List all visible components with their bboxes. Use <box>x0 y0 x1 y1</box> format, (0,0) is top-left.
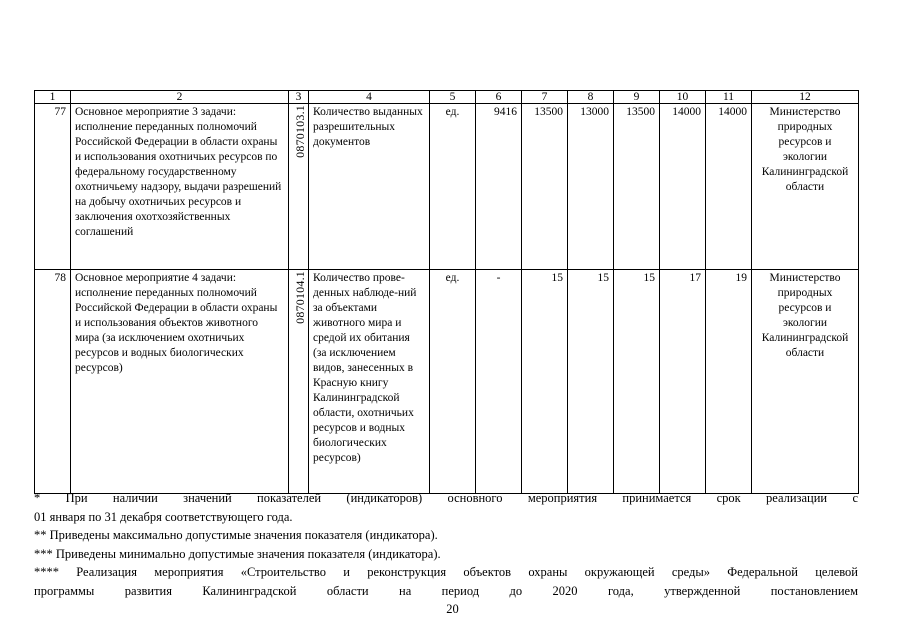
header-row <box>35 91 859 104</box>
table-row <box>35 104 859 270</box>
value-cell: 15 <box>614 270 660 494</box>
value-cell: 14000 <box>706 104 752 270</box>
header-cell: 4 <box>309 91 430 104</box>
footnotes <box>34 489 858 600</box>
code-cell <box>289 104 309 270</box>
header-cell: 10 <box>660 91 706 104</box>
header-cell: 1 <box>35 91 71 104</box>
footnote-4-cont: программы развития Калининградской области на период до 2020 года, утвержденной постановлением <box>34 583 858 598</box>
indicator-name: Количество выданных разрешительных документов <box>309 104 430 270</box>
row-number: 77 <box>35 104 71 270</box>
footnote-1: * При наличии значений показателей (индикаторов) основного мероприятия принимается срок реализации с <box>34 491 858 505</box>
value-cell: 13000 <box>568 104 614 270</box>
responsible-cell: Министерство природных ресурсов и экологии Калининградской области <box>752 104 859 270</box>
value-cell: 19 <box>706 270 752 494</box>
header-cell: 5 <box>430 91 476 104</box>
footnote-3: *** Приведены минимально допустимые значения показателя (индикатора). <box>34 546 441 561</box>
event-code: 0870104.1 <box>293 271 307 324</box>
event-code: 0870103.1 <box>293 105 307 158</box>
header-cell: 12 <box>752 91 859 104</box>
header-cell: 11 <box>706 91 752 104</box>
row-number: 78 <box>35 270 71 494</box>
header-cell: 7 <box>522 91 568 104</box>
value-cell: 17 <box>660 270 706 494</box>
value-cell: 14000 <box>660 104 706 270</box>
indicator-name: Количество прове-денных наблюде-ний за объектами животного мира и средой их обитания (за исключением видов, занесенных в Красную книгу Калининградской области, охотничьих ресурсов и водных биологических ресурсов) <box>309 270 430 494</box>
footnote-4: **** Реализация мероприятия «Строительство и реконструкция объектов охраны окружающей среды» Федеральной целевой <box>34 565 858 579</box>
value-cell: 13500 <box>522 104 568 270</box>
event-name: Основное мероприятие 3 задачи: исполнение переданных полномочий Российской Федерации в области охраны и использования охотничьих ресурсов по федеральному государственному охотничьему надзору, выдачи разрешений на добычу охотничьих ресурсов и заключения охотхозяйственных соглашений <box>71 104 289 270</box>
responsible-cell: Министерство природных ресурсов и экологии Калининградской области <box>752 270 859 494</box>
header-cell: 3 <box>289 91 309 104</box>
unit-cell: ед. <box>430 270 476 494</box>
header-cell: 8 <box>568 91 614 104</box>
page-number: 20 <box>446 602 459 616</box>
code-cell <box>289 270 309 494</box>
indicators-table <box>34 90 859 494</box>
header-cell: 2 <box>71 91 289 104</box>
unit-cell: ед. <box>430 104 476 270</box>
value-cell: 15 <box>522 270 568 494</box>
header-cell: 6 <box>476 91 522 104</box>
footnote-1-cont: 01 января по 31 декабря соответствующего года. <box>34 509 293 524</box>
header-cell: 9 <box>614 91 660 104</box>
value-cell: 9416 <box>476 104 522 270</box>
table-row <box>35 270 859 494</box>
value-cell: 15 <box>568 270 614 494</box>
value-cell: 13500 <box>614 104 660 270</box>
footnote-2: ** Приведены максимально допустимые значения показателя (индикатора). <box>34 528 438 542</box>
event-name: Основное мероприятие 4 задачи: исполнение переданных полномочий Российской Федерации в области охраны и использования объектов животного мира (за исключением охотничьих ресурсов и водных биологических ресурсов) <box>71 270 289 494</box>
value-cell: - <box>476 270 522 494</box>
